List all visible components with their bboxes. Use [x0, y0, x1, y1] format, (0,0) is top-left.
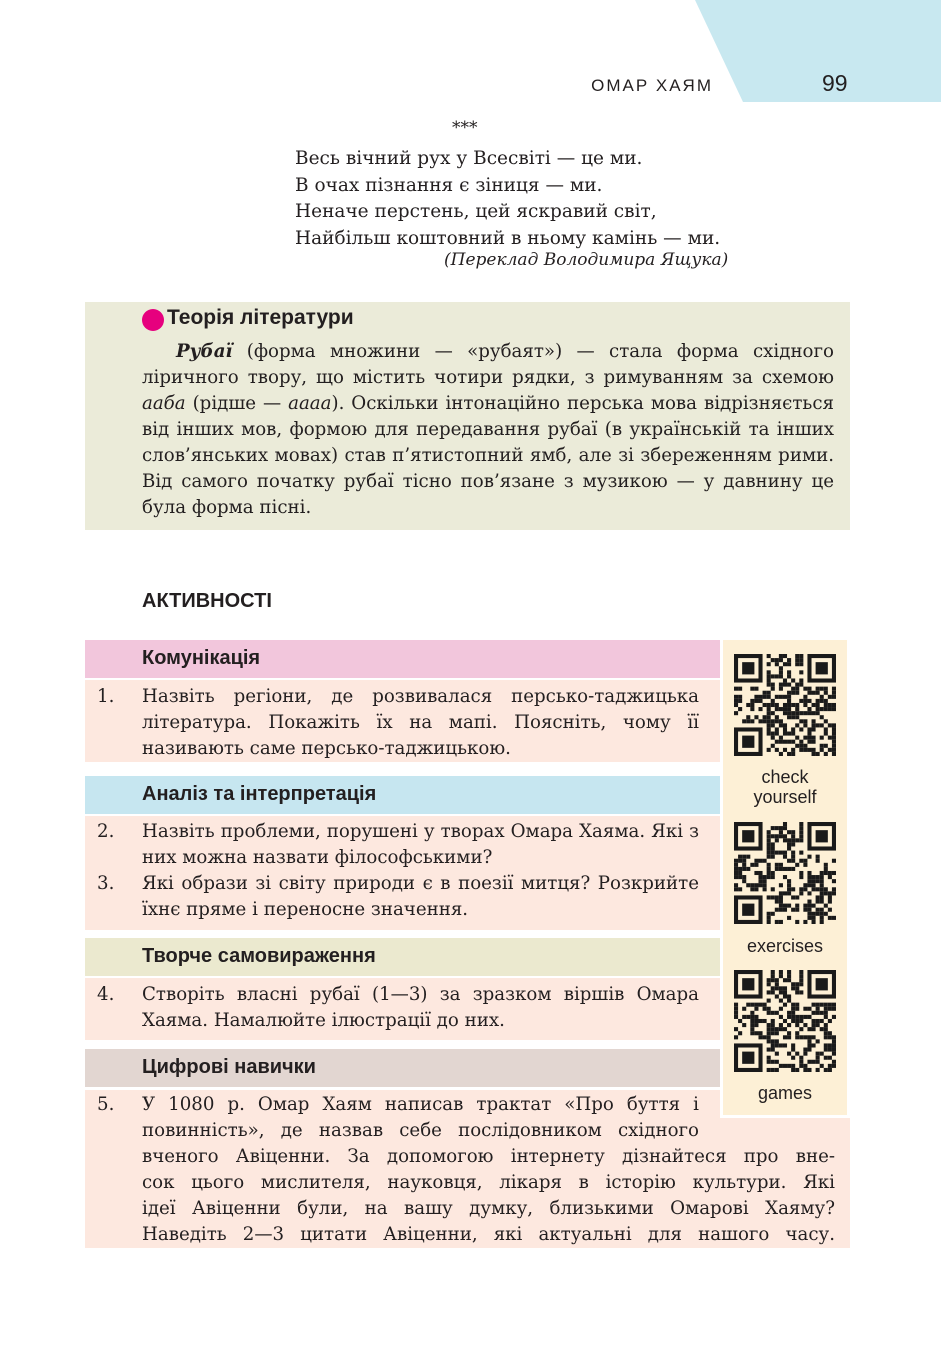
- running-title: ОМАР ХАЯМ: [591, 76, 713, 95]
- section-header-communication: [85, 640, 720, 678]
- poem: [295, 146, 720, 252]
- task-text: Назвіть регіони, де розвивалася персько-таджицька література. Покажіть їх на мапі. Поясніть, чому її називають саме персько-таджицькою.: [142, 686, 699, 759]
- qr-column: [723, 640, 847, 1115]
- qr-label-exercises: exercises: [746, 936, 824, 956]
- task-text-line: вченого Авіценни. За допомогою інтернету дізнайтеся про вне-: [142, 1146, 835, 1167]
- poem-line: В очах пізнання є зіниця — ми.: [295, 174, 603, 196]
- page-number: 99: [822, 70, 848, 96]
- section-header-digital: [85, 1049, 720, 1087]
- task-text-line: ідеї Авіценни були, на вашу думку, близькими Омарові Хаяму?: [142, 1198, 835, 1219]
- qr-code-icon[interactable]: [734, 654, 836, 756]
- task-number: 1.: [97, 686, 115, 707]
- rhyme-scheme: аааа: [288, 393, 332, 414]
- section-title: Творче самовираження: [142, 945, 376, 967]
- poem-line: Весь вічний рух у Всесвіті — це ми.: [295, 148, 643, 169]
- activities-title: АКТИВНОСТІ: [142, 590, 272, 612]
- task-text-line: повинність», де назвав себе послідовником східного: [142, 1120, 699, 1141]
- qr-code-icon[interactable]: [734, 970, 836, 1072]
- poem-line: Найбільш коштовний в ньому камінь — ми.: [295, 227, 721, 249]
- qr-code-icon[interactable]: [734, 822, 836, 924]
- poem-separator: ***: [452, 118, 478, 138]
- section-title: Аналіз та інтерпретація: [142, 783, 377, 805]
- task-text: Назвіть проблеми, порушені у творах Омара Хаяма. Які з них можна назвати філософськими?: [142, 821, 699, 868]
- section-title: Комунікація: [142, 647, 261, 669]
- theory-title: Теорія літератури: [167, 306, 354, 329]
- theory-text: Рубаї (форма множини — «рубаят») — стала форма східного ліричного твору, що містить чотири рядки, з римуванням за схемою ааба (рідше — аааа). Оскільки інтонаційно перська мова відрізняється від інших мов, формою для передавання рубаї (в українській та інших слов’янських мовах) став п’ятистопний ямб, але зі збереженням рими. Від самого початку рубаї тісно пов’язане з музикою — у давнину це була форма пісні.: [142, 341, 834, 518]
- section-title: Цифрові навички: [142, 1056, 316, 1078]
- task-number: 2.: [97, 821, 115, 842]
- task-text: Які образи зі світу природи є в поезії митця? Розкрийте їхнє пряме і переносне значення.: [142, 873, 699, 920]
- task-number: 4.: [97, 984, 115, 1005]
- qr-label-games: games: [757, 1083, 813, 1103]
- task-number: 5.: [97, 1094, 115, 1115]
- header-accent-shape: [0, 0, 941, 110]
- section-header-creative: [85, 938, 720, 976]
- poem-line: Неначе перстень, цей яскравий світ,: [295, 201, 657, 222]
- task-number: 3.: [97, 873, 115, 894]
- task-text: Створіть власні рубаї (1—3) за зразком віршів Омара Хаяма. Намалюйте ілюстрації до них.: [142, 984, 699, 1031]
- rhyme-scheme: ааба: [142, 393, 186, 414]
- task-text-line: сок цього мислителя, науковця, лікаря в історію культури. Які: [142, 1172, 835, 1193]
- qr-label-check-yourself: check yourself: [753, 767, 817, 807]
- section-header-analysis: [85, 776, 720, 814]
- theory-term: Рубаї: [176, 341, 233, 362]
- bullet-dot-icon: [142, 309, 164, 331]
- translation-credit: (Переклад Володимира Ящука): [444, 250, 729, 270]
- task-text-line: У 1080 р. Омар Хаям написав трактат «Про буття і: [142, 1094, 699, 1115]
- task-text-line: Наведіть 2—3 цитати Авіценни, які актуальні для нашого часу.: [142, 1224, 835, 1245]
